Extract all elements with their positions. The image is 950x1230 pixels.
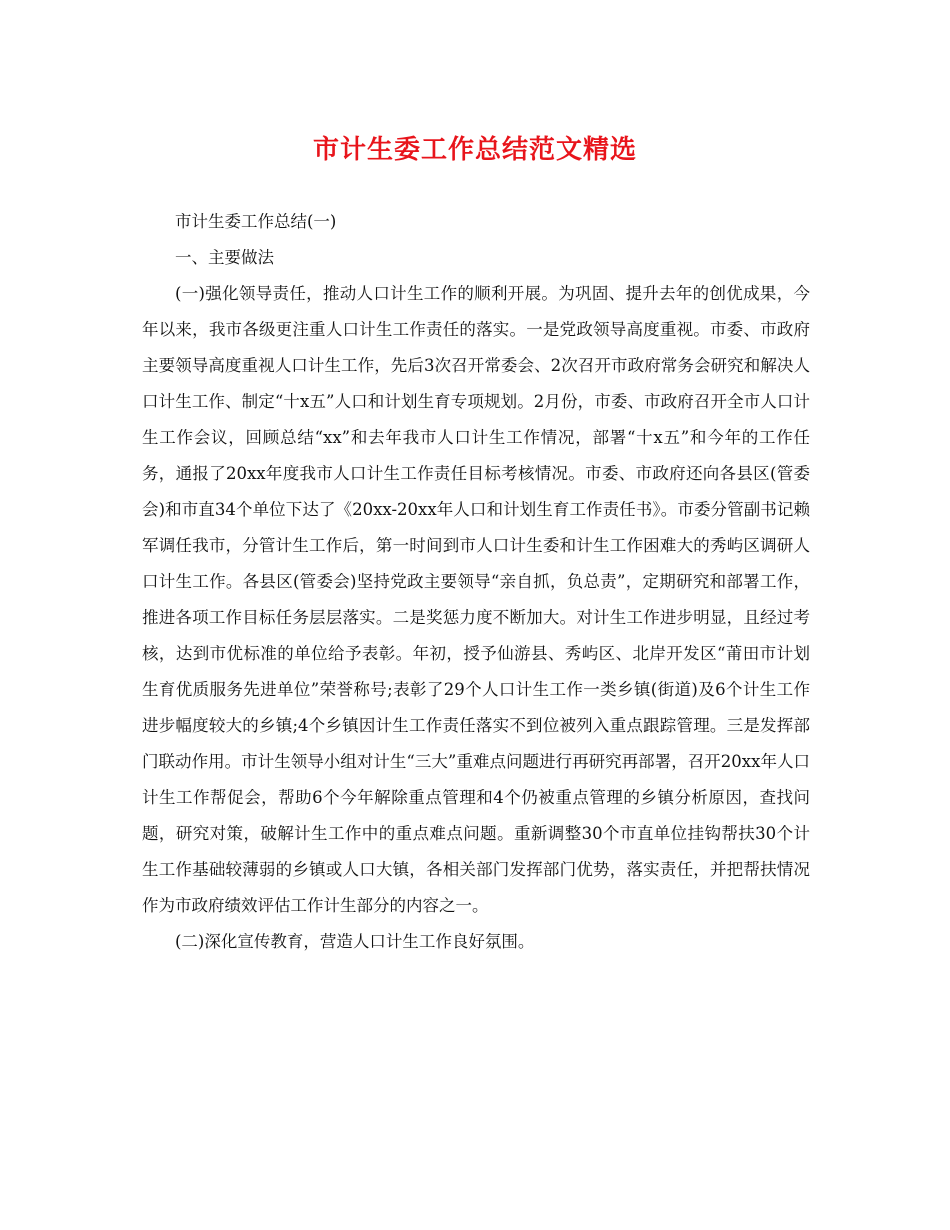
body-paragraph: (二)深化宣传教育，营造人口计生工作良好氛围。 xyxy=(175,932,535,951)
section-heading: 市计生委工作总结(一) xyxy=(175,212,337,231)
subsection-heading: 一、主要做法 xyxy=(175,248,274,267)
document-title: 市计生委工作总结范文精选 xyxy=(312,135,637,165)
document-body xyxy=(142,204,810,960)
body-paragraph: (一)强化领导责任，推动人口计生工作的顺利开展。为巩固、提升去年的创优成果，今年以来，我市各级更注重人口计生工作责任的落实。一是党政领导高度重视。市委、市政府主要领导高度重视人口计生工作，先后3次召开常委会、2次召开市政府常务会研究和解决人口计生工作、制定“十x五”人口和计划生育专项规划。2月份，市委、市政府召开全市人口计生工作会议，回顾总结“xx”和去年我市人口计生工作情况，部署“十x五”和今年的工作任务，通报了20xx年度我市人口计生工作责任目标考核情况。市委、市政府还向各县区(管委会)和市直34个单位下达了《20xx-20xx年人口和计划生育工作责任书》。市委分管副书记赖军调任我市，分管计生工作后，第一时间到市人口计生委和计生工作困难大的秀屿区调研人口计生工作。各县区(管委会)坚持党政主要领导“亲自抓，负总责”，定期研究和部署工作，推进各项工作目标任务层层落实。二是奖惩力度不断加大。对计生工作进步明显，且经过考核，达到市优标准的单位给予表彰。年初，授予仙游县、秀屿区、北岸开发区“莆田市计划生育优质服务先进单位”荣誉称号;表彰了29个人口计生工作一类乡镇(街道)及6个计生工作进步幅度较大的乡镇;4个乡镇因计生工作责任落实不到位被列入重点跟踪管理。三是发挥部门联动作用。市计生领导小组对计生“三大”重难点问题进行再研究再部署，召开20xx年人口计生工作帮促会，帮助6个今年解除重点管理和4个仍被重点管理的乡镇分析原因，查找问题，研究对策，破解计生工作中的重点难点问题。重新调整30个市直单位挂钩帮扶30个计生工作基础较薄弱的乡镇或人口大镇，各相关部门发挥部门优势，落实责任，并把帮扶情况作为市政府绩效评估工作计生部分的内容之一。 xyxy=(142,284,810,915)
